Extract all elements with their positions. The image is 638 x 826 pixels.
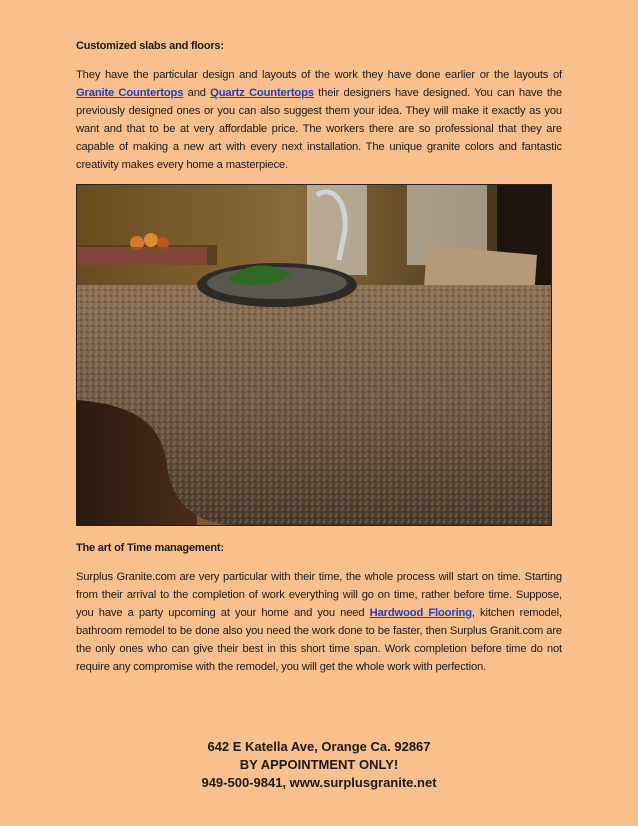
section-paragraph-customized-slabs [76,66,562,174]
section-heading-time-management: The art of Time management: [76,542,224,554]
section-heading-customized-slabs: Customized slabs and floors: [76,40,224,52]
footer-contact [0,738,638,792]
paragraph-text: Surplus Granite.com are very particular with their time, the whole process will start on time. Starting from their arrival to the completion of work everything will go on time, rather before time. Suppose, you have a party upcoming at your home and you need [76,571,562,619]
footer-contact-info: 949-500-9841, www.surplusgranite.net [201,775,437,790]
paragraph-text: They have the particular design and layouts of the work they have done earlier or the layouts of [76,69,562,81]
hardwood-flooring-link[interactable]: Hardwood Flooring [369,607,472,619]
granite-countertop-photo [76,184,552,526]
paragraph-text: their designers have designed. You can have the previously designed ones or you can also suggest them your idea. They will make it exactly as you want and that to be at very affordable price. The workers there are so professional that they are capable of making a new art with every next installation. The unique granite colors and fantastic creativity makes every home a masterpiece. [76,87,562,171]
paragraph-text: and [183,87,211,99]
footer-address: 642 E Katella Ave, Orange Ca. 92867 [207,739,431,754]
quartz-countertops-link[interactable]: Quartz Countertops [210,87,314,99]
paragraph-text: , kitchen remodel, bathroom remodel to be done also you need the work done to be faster, then Surplus Granit.com are the only ones who can give their best in this short time span. Work completion before time do not require any compromise with the remodel, you will get the whole work with perfection. [76,607,562,673]
granite-countertops-link[interactable]: Granite Countertops [76,87,184,99]
footer-appointment: BY APPOINTMENT ONLY! [239,757,399,772]
section-paragraph-time-management [76,568,562,676]
